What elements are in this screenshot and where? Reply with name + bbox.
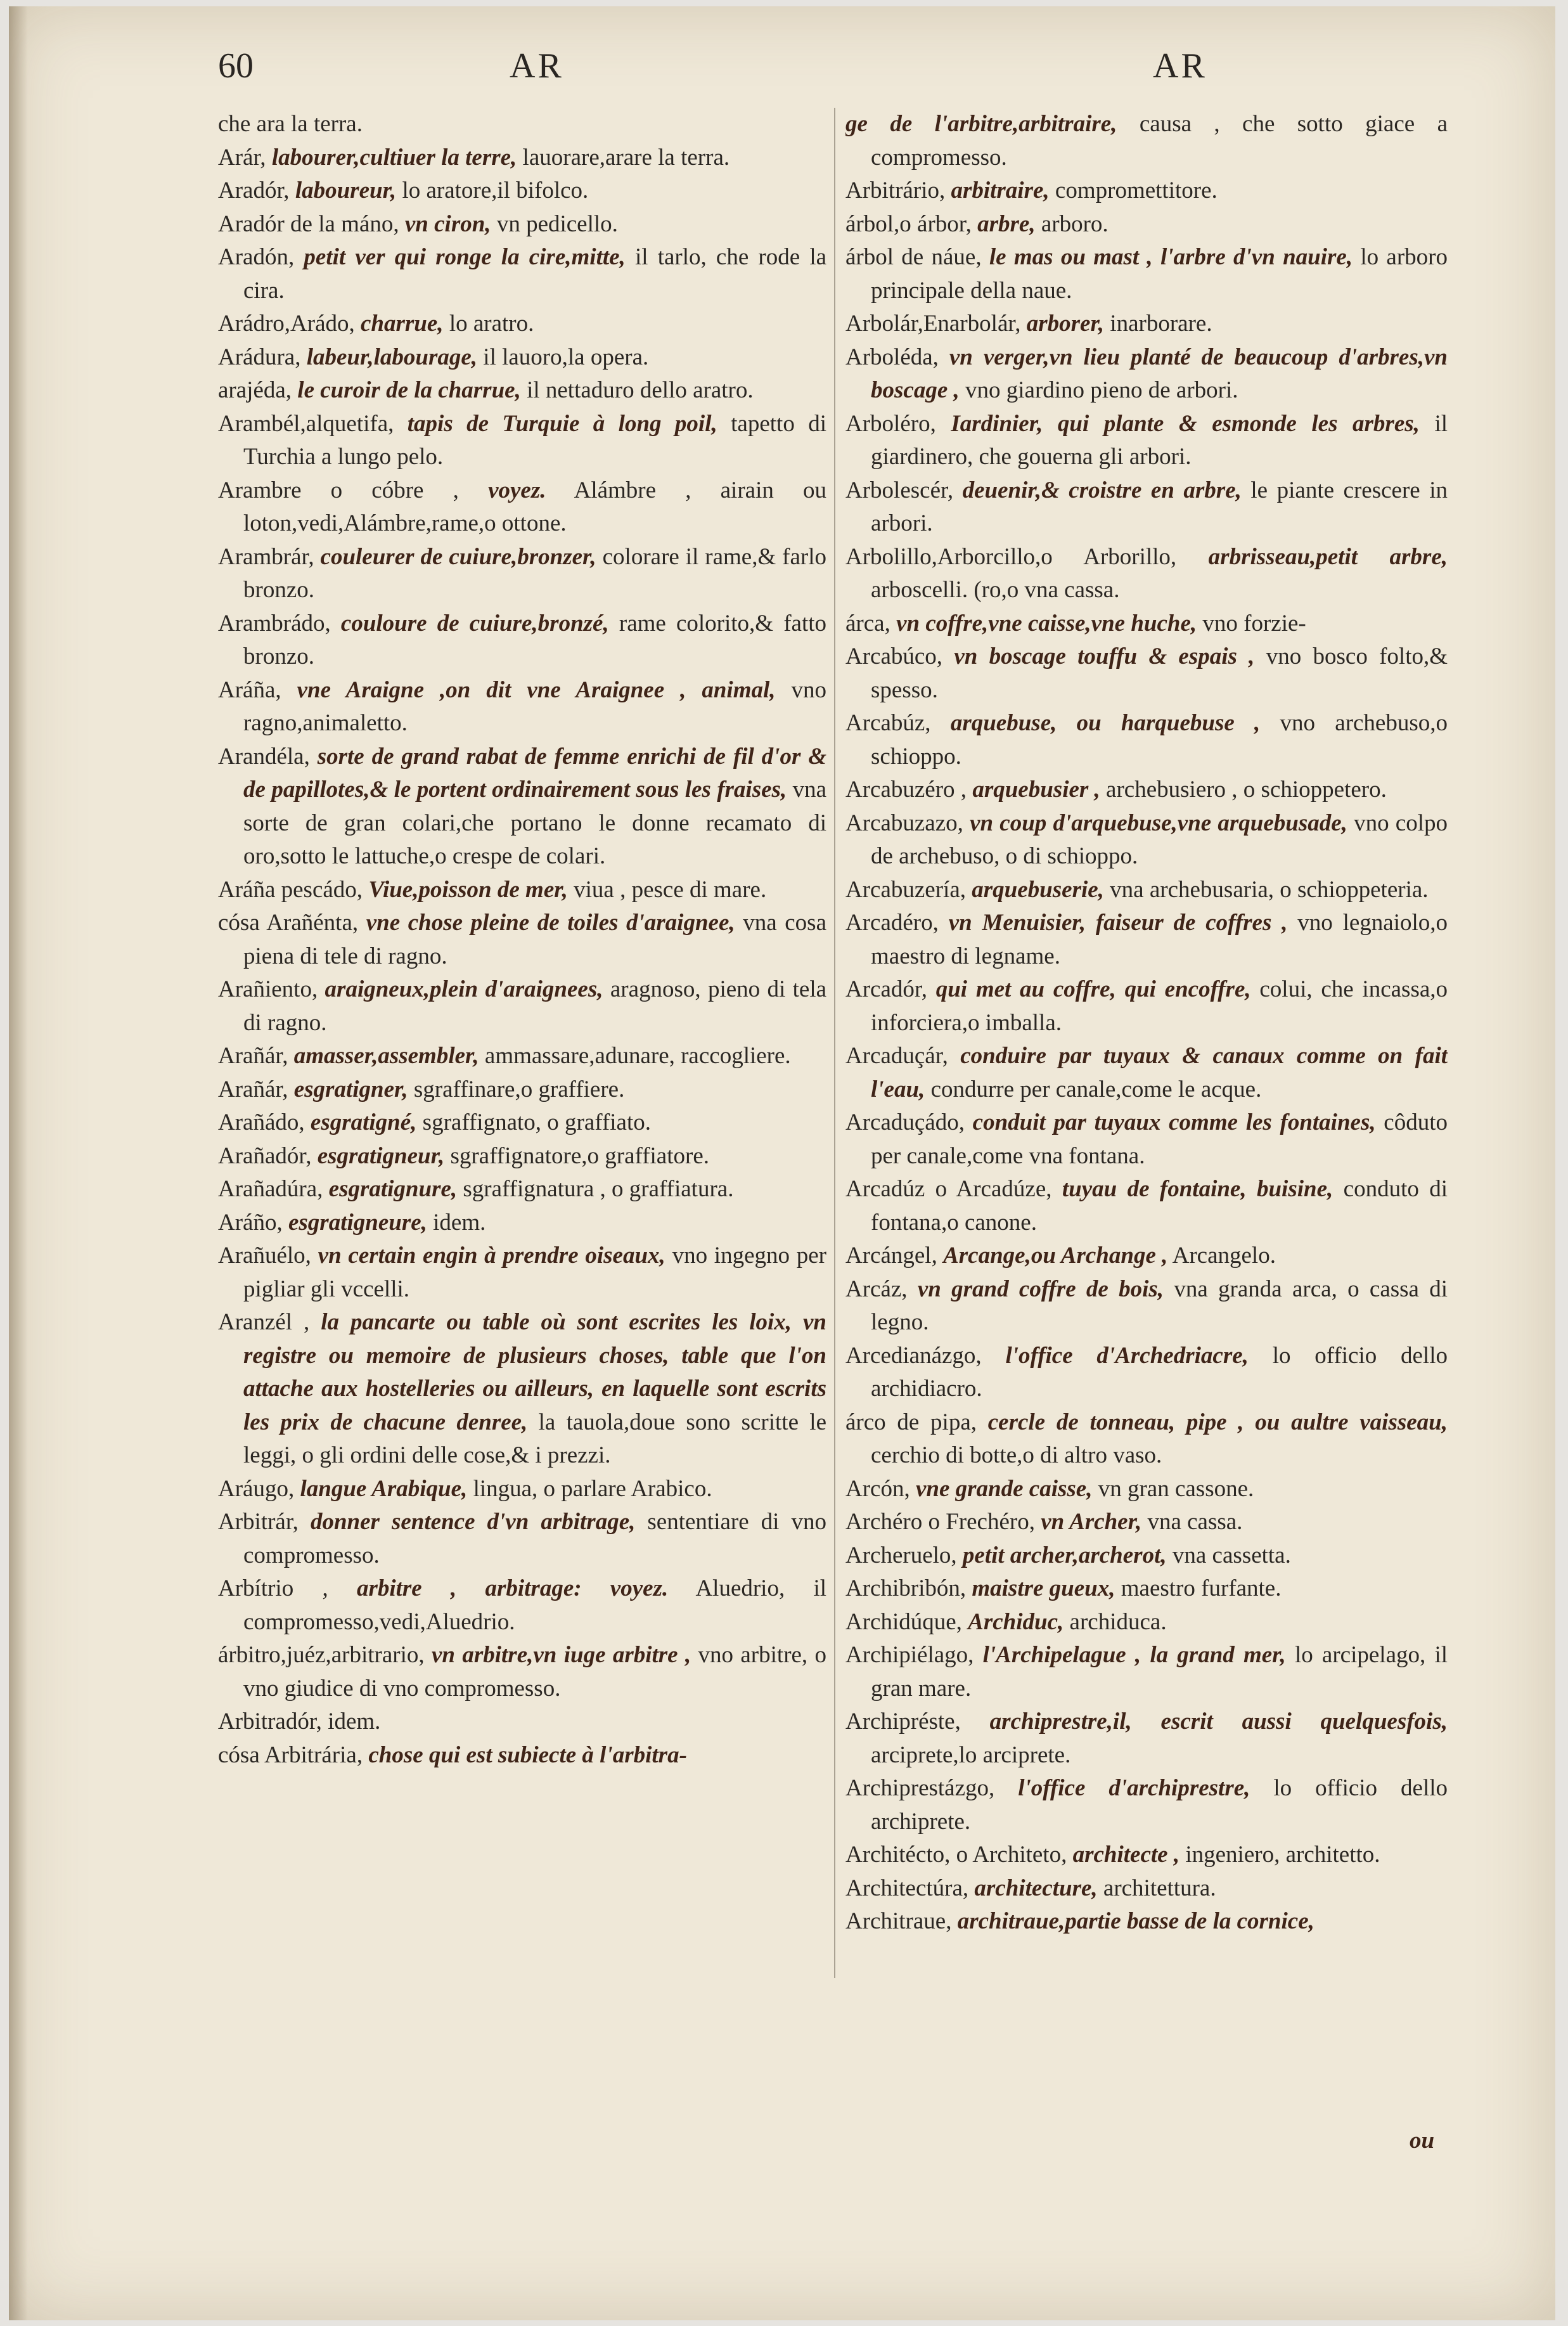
- dictionary-entry: [845, 1772, 1448, 1838]
- french-gloss: vn Archer,: [1041, 1509, 1142, 1535]
- running-header: [218, 46, 1536, 103]
- dictionary-entry: [218, 1639, 826, 1705]
- left-column: [218, 108, 826, 2200]
- french-gloss: vn grand coffre de bois,: [917, 1276, 1164, 1302]
- french-gloss: esgratigner,: [293, 1076, 408, 1102]
- headword: Archibribón,: [845, 1575, 967, 1601]
- headword: Arádro,Arádo,: [218, 311, 355, 337]
- dictionary-entry: [218, 973, 826, 1040]
- italian-gloss: vno legnaiolo,o maestro di legname.: [871, 910, 1448, 969]
- dictionary-entry: [218, 241, 826, 307]
- italian-gloss: il nettaduro dello aratro.: [527, 377, 754, 403]
- dictionary-entry: [845, 307, 1448, 341]
- italian-gloss: vna sorte de gran colari,che portano le donne recamato di oro,sotto le lattuche,o crespe de colari.: [243, 777, 826, 869]
- headword: Archipiélago,: [845, 1642, 974, 1668]
- french-gloss: conduit par tuyaux comme les fontaines,: [972, 1109, 1376, 1135]
- italian-gloss: vna cassa.: [1147, 1509, 1243, 1535]
- headword: árbol,o árbor,: [845, 210, 972, 237]
- headword: Aradór,: [218, 178, 290, 204]
- italian-gloss: aragnoso, pieno di tela di ragno.: [243, 976, 826, 1036]
- headword: Arcadúz o Arcadúze,: [845, 1176, 1052, 1202]
- italian-gloss: archebusiero , o schioppetero.: [1106, 777, 1387, 803]
- french-gloss: araigneux,plein d'araignees,: [325, 976, 603, 1002]
- dictionary-entry: [218, 1705, 826, 1739]
- italian-gloss: lo officio dello archiprete.: [871, 1775, 1448, 1835]
- headword: Arambrár,: [218, 543, 314, 570]
- dictionary-entry: [845, 474, 1448, 541]
- dictionary-entry: [845, 1040, 1448, 1106]
- headword: Arcáz,: [845, 1276, 908, 1302]
- italian-gloss: architettura.: [1103, 1875, 1216, 1901]
- french-gloss: vn coup d'arquebuse,vne arquebusade,: [970, 810, 1347, 836]
- headword: Aráño,: [218, 1209, 283, 1236]
- italian-gloss: vna archebusaria, o schioppeteria.: [1110, 876, 1429, 903]
- french-gloss: petit ver qui ronge la cire,mitte,: [304, 244, 626, 270]
- headword: Arcaduçádo,: [845, 1109, 965, 1135]
- french-gloss: tuyau de fontaine, buisine,: [1062, 1176, 1333, 1202]
- french-gloss: arbitre , arbitrage: voyez.: [356, 1575, 669, 1601]
- headword: Arambre o cóbre ,: [218, 477, 459, 503]
- french-gloss: vn ciron,: [404, 210, 491, 237]
- italian-gloss: le piante crescere in arbori.: [871, 477, 1448, 536]
- french-gloss: le mas ou mast , l'arbre d'vn nauire,: [989, 244, 1353, 270]
- dictionary-entry: [218, 1239, 826, 1306]
- dictionary-entry: [845, 541, 1448, 607]
- italian-gloss: côduto per canale,come vna fontana.: [871, 1109, 1448, 1169]
- french-gloss: petit archer,archerot,: [962, 1542, 1167, 1568]
- dictionary-entry: [845, 1838, 1448, 1872]
- italian-gloss: ammassare,adunare, raccogliere.: [484, 1043, 791, 1069]
- italian-gloss: vno colpo de archebuso, o di schioppo.: [871, 810, 1448, 869]
- italian-gloss: vno archebuso,o schioppo.: [871, 710, 1448, 770]
- french-gloss: vn certain engin à prendre oiseaux,: [318, 1243, 665, 1269]
- dictionary-page: [9, 6, 1555, 2320]
- french-gloss: arquebusier ,: [972, 777, 1100, 803]
- french-gloss: la pancarte ou table où sont escrites les loix, vn registre ou memoire de plusieurs choses, table que l'on attache aux hostelleries ou ailleurs, en laquelle sont escrits les prix de chacune denree,: [243, 1309, 826, 1435]
- italian-gloss: sgraffignatura , o graffiatura.: [463, 1176, 734, 1202]
- column-divider: [834, 108, 835, 1978]
- headword: Arañádo,: [218, 1109, 305, 1135]
- dictionary-entry: [845, 241, 1448, 307]
- dictionary-entry: [845, 174, 1448, 208]
- french-gloss: labeur,labourage,: [306, 344, 478, 370]
- dictionary-entry: [218, 1040, 826, 1073]
- french-gloss: langue Arabique,: [300, 1475, 468, 1502]
- french-gloss: le curoir de la charrue,: [297, 377, 521, 403]
- headword: Arcángel,: [845, 1243, 937, 1269]
- headword: Aradón,: [218, 244, 295, 270]
- french-gloss: voyez.: [488, 477, 546, 503]
- italian-gloss: arboro.: [1041, 210, 1109, 237]
- dictionary-entry: [218, 1140, 826, 1173]
- french-gloss: architecte ,: [1072, 1842, 1180, 1868]
- italian-gloss: arboscelli. (ro,o vna cassa.: [871, 577, 1120, 603]
- french-gloss: l'office d'archiprestre,: [1018, 1775, 1250, 1801]
- italian-gloss: vn pedicello.: [496, 210, 618, 237]
- french-gloss: deuenir,& croistre en arbre,: [962, 477, 1242, 503]
- italian-gloss: inarborare.: [1110, 311, 1212, 337]
- dictionary-entry: [845, 1340, 1448, 1406]
- french-gloss: architecture,: [974, 1875, 1098, 1901]
- dictionary-entry: [845, 907, 1448, 973]
- dictionary-entry: [845, 640, 1448, 707]
- dictionary-entry: [845, 1106, 1448, 1173]
- headword: Arbolescér,: [845, 477, 954, 503]
- dictionary-entry: [218, 874, 826, 907]
- french-gloss: arbre,: [977, 210, 1036, 237]
- french-gloss: tapis de Turquie à long poil,: [407, 410, 717, 437]
- headword: Arañiento,: [218, 976, 318, 1002]
- headword: árbol de náue,: [845, 244, 982, 270]
- dictionary-entry: [218, 341, 826, 375]
- dictionary-entry: [845, 208, 1448, 242]
- headword: Arañadúra,: [218, 1176, 323, 1202]
- headword: Architécto, o Architeto,: [845, 1842, 1067, 1868]
- headword: Archiprestázgo,: [845, 1775, 995, 1801]
- headword: Arbitrár,: [218, 1509, 299, 1535]
- italian-gloss: sgraffinare,o graffiere.: [413, 1076, 625, 1102]
- headword: Aráña pescádo,: [218, 876, 363, 903]
- italian-gloss: arciprete,lo arciprete.: [871, 1741, 1071, 1768]
- french-gloss: archiprestre,il, escrit aussi quelquesfois,: [989, 1709, 1448, 1735]
- dictionary-entry: [218, 108, 826, 141]
- french-gloss: esgratignure,: [328, 1176, 458, 1202]
- dictionary-entry: [845, 707, 1448, 773]
- french-gloss: Arcange,ou Archange ,: [943, 1243, 1168, 1269]
- headword: Arcabúz,: [845, 710, 931, 736]
- dictionary-entry: [845, 1406, 1448, 1473]
- french-gloss: vn verger,vn lieu planté de beaucoup d'arbres,vn boscage ,: [871, 344, 1448, 403]
- page-binding-shadow: [9, 6, 28, 2320]
- french-gloss: vn arbitre,vn iuge arbitre ,: [432, 1642, 691, 1668]
- italian-gloss: ingeniero, architetto.: [1185, 1842, 1380, 1868]
- italian-gloss: il lauoro,la opera.: [483, 344, 649, 370]
- headword: Arcaduçár,: [845, 1043, 948, 1069]
- headword: Architectúra,: [845, 1875, 969, 1901]
- headword: Archéro o Frechéro,: [845, 1509, 1035, 1535]
- french-gloss: couloure de cuiure,bronzé,: [340, 610, 609, 636]
- italian-gloss: lo arboro principale della naue.: [871, 244, 1448, 304]
- italian-gloss: conduto di fontana,o canone.: [871, 1176, 1448, 1236]
- headword: Arbítrio ,: [218, 1575, 328, 1601]
- italian-gloss: condurre per canale,come le acque.: [930, 1076, 1262, 1102]
- dictionary-entry: [218, 674, 826, 740]
- dictionary-entry: [845, 1639, 1448, 1705]
- right-column: [845, 108, 1448, 2200]
- italian-gloss: vno bosco folto,& spesso.: [871, 643, 1448, 703]
- dictionary-entry: [845, 108, 1448, 174]
- dictionary-entry: [845, 1705, 1448, 1772]
- italian-gloss: il giardinero, che gouerna gli arbori.: [871, 410, 1448, 470]
- italian-gloss: lo aratro.: [449, 311, 534, 337]
- italian-gloss: idem.: [328, 1709, 381, 1735]
- italian-gloss: lo aratore,il bifolco.: [402, 178, 589, 204]
- dictionary-entry: [845, 1473, 1448, 1506]
- dictionary-entry: [845, 408, 1448, 474]
- headword: Aráña,: [218, 676, 281, 703]
- dictionary-entry: [845, 973, 1448, 1040]
- dictionary-entry: [845, 1173, 1448, 1239]
- italian-gloss: il tarlo, che rode la cira.: [243, 244, 826, 304]
- headword: Arcabúco,: [845, 643, 943, 669]
- dictionary-entry: [845, 874, 1448, 907]
- french-gloss: arbitraire,: [951, 178, 1050, 204]
- headword: cósa Arbitrária,: [218, 1741, 363, 1768]
- headword: Archidúque,: [845, 1608, 962, 1635]
- dictionary-entry: [218, 1106, 826, 1140]
- french-gloss: couleurer de cuiure,bronzer,: [320, 543, 596, 570]
- dictionary-entry: [218, 1206, 826, 1240]
- dictionary-entry: [845, 1239, 1448, 1273]
- italian-gloss: maestro furfante.: [1121, 1575, 1282, 1601]
- italian-gloss: lo officio dello archidiacro.: [871, 1342, 1448, 1402]
- headword: Archeruelo,: [845, 1542, 957, 1568]
- italian-gloss: Arcangelo.: [1172, 1243, 1276, 1269]
- headword: arajéda,: [218, 377, 292, 403]
- french-gloss: l'Archipelague , la grand mer,: [982, 1642, 1286, 1668]
- italian-gloss: che ara la terra.: [218, 111, 363, 137]
- headword: Aradór de la máno,: [218, 210, 399, 237]
- dictionary-entry: [218, 1506, 826, 1572]
- french-gloss: arborer,: [1026, 311, 1105, 337]
- italian-gloss: cerchio di botte,o di altro vaso.: [871, 1442, 1162, 1468]
- headword: Arbolillo,Arborcillo,o Arborillo,: [845, 543, 1177, 570]
- dictionary-entry: [845, 1506, 1448, 1539]
- dictionary-entry: [218, 1173, 826, 1206]
- headword: Arañár,: [218, 1043, 288, 1069]
- headword: Arañadór,: [218, 1142, 312, 1169]
- dictionary-entry: [218, 141, 826, 175]
- french-gloss: esgratigné,: [310, 1109, 417, 1135]
- italian-gloss: sententiare di vno compromesso.: [243, 1509, 826, 1568]
- french-gloss: vne grande caisse,: [915, 1475, 1093, 1502]
- dictionary-entry: [218, 474, 826, 541]
- french-gloss: vne chose pleine de toiles d'araignee,: [366, 910, 735, 936]
- french-gloss: sorte de grand rabat de femme enrichi de fil d'or & de papillotes,& le portent ordinairement sous les fraises,: [243, 743, 826, 803]
- headword: Arambél,alquetifa,: [218, 410, 394, 437]
- dictionary-entry: [845, 607, 1448, 641]
- french-gloss: arquebuse, ou harquebuse ,: [950, 710, 1261, 736]
- italian-gloss: vna cosa piena di tele di ragno.: [243, 910, 826, 969]
- italian-gloss: rame colorito,& fatto bronzo.: [243, 610, 826, 669]
- dictionary-entry: [845, 1539, 1448, 1573]
- italian-gloss: lingua, o parlare Arabico.: [473, 1475, 712, 1502]
- italian-gloss: causa , che sotto giace a compromesso.: [871, 111, 1448, 171]
- italian-gloss: idem.: [433, 1209, 486, 1236]
- italian-gloss: compromettitore.: [1055, 178, 1218, 204]
- italian-gloss: vn gran cassone.: [1098, 1475, 1254, 1502]
- right-running-head: AR: [1153, 46, 1207, 86]
- headword: Aráugo,: [218, 1475, 295, 1502]
- headword: Arcón,: [845, 1475, 910, 1502]
- headword: Arcabuzéro ,: [845, 777, 967, 803]
- french-gloss: Viue,poisson de mer,: [368, 876, 568, 903]
- headword: Arañár,: [218, 1076, 288, 1102]
- italian-gloss: Aluedrio, il compromesso,vedi,Aluedrio.: [243, 1575, 826, 1635]
- dictionary-entry: [218, 374, 826, 408]
- dictionary-entry: [218, 1572, 826, 1639]
- headword: Arár,: [218, 144, 266, 171]
- dictionary-entry: [845, 1572, 1448, 1606]
- italian-gloss: colui, che incassa,o inforciera,o imballa.: [871, 976, 1448, 1036]
- headword: Arboléda,: [845, 344, 939, 370]
- page-number: 60: [218, 46, 254, 86]
- french-gloss: Iardinier, qui plante & esmonde les arbres,: [951, 410, 1420, 437]
- italian-gloss: viua , pesce di mare.: [574, 876, 767, 903]
- headword: Arcedianázgo,: [845, 1342, 982, 1369]
- french-gloss: maistre gueux,: [972, 1575, 1115, 1601]
- french-gloss: architraue,partie basse de la cornice,: [957, 1908, 1314, 1934]
- dictionary-entry: [218, 1073, 826, 1107]
- italian-gloss: vno forzie-: [1202, 610, 1306, 636]
- headword: Arbolár,Enarbolár,: [845, 311, 1021, 337]
- french-gloss: chose qui est subiecte à l'arbitra-: [368, 1741, 687, 1768]
- italian-gloss: sgraffignato, o graffiato.: [422, 1109, 651, 1135]
- italian-gloss: vno giardino pieno de arbori.: [965, 377, 1238, 403]
- italian-gloss: colorare il rame,& farlo bronzo.: [243, 543, 826, 603]
- italian-gloss: lo arcipelago, il gran mare.: [871, 1642, 1448, 1702]
- dictionary-entry: [845, 807, 1448, 874]
- headword: Arcadéro,: [845, 910, 939, 936]
- italian-gloss: Alámbre , airain ou loton,vedi,Alámbre,rame,o ottone.: [243, 477, 826, 536]
- headword: Arbitradór,: [218, 1709, 322, 1735]
- italian-gloss: vna granda arca, o cassa di legno.: [871, 1276, 1448, 1335]
- french-gloss: l'office d'Archedriacre,: [1005, 1342, 1249, 1369]
- french-gloss: vn Menuisier, faiseur de coffres ,: [948, 910, 1288, 936]
- dictionary-entry: [218, 1306, 826, 1473]
- french-gloss: vne Araigne ,on dit vne Araignee , animal,: [297, 676, 776, 703]
- headword: Arbitrário,: [845, 178, 946, 204]
- dictionary-entry: [845, 1606, 1448, 1639]
- dictionary-entry: [845, 1872, 1448, 1906]
- dictionary-entry: [218, 740, 826, 874]
- french-gloss: qui met au coffre, qui encoffre,: [935, 976, 1251, 1002]
- italian-gloss: vno arbitre, o vno giudice di vno compromesso.: [243, 1642, 826, 1702]
- italian-gloss: tapetto di Turchia a lungo pelo.: [243, 410, 826, 470]
- french-gloss: vn boscage touffu & espais ,: [954, 643, 1255, 669]
- headword: Arádura,: [218, 344, 301, 370]
- headword: Arambrádo,: [218, 610, 331, 636]
- french-gloss: arbrisseau,petit arbre,: [1208, 543, 1448, 570]
- italian-gloss: vna cassetta.: [1172, 1542, 1291, 1568]
- headword: árbitro,juéz,arbitrario,: [218, 1642, 425, 1668]
- french-gloss: conduire par tuyaux & canaux comme on fait l'eau,: [871, 1043, 1448, 1102]
- headword: Arboléro,: [845, 410, 936, 437]
- french-gloss: vn coffre,vne caisse,vne huche,: [896, 610, 1197, 636]
- italian-gloss: sgraffignatore,o graffiatore.: [450, 1142, 709, 1169]
- italian-gloss: vno ragno,animaletto.: [243, 676, 826, 736]
- dictionary-entry: [218, 907, 826, 973]
- dictionary-entry: [218, 408, 826, 474]
- headword: cósa Arañénta,: [218, 910, 359, 936]
- headword: Arcadór,: [845, 976, 927, 1002]
- headword: Arañuélo,: [218, 1243, 311, 1269]
- french-gloss: donner sentence d'vn arbitrage,: [310, 1509, 636, 1535]
- dictionary-entry: [218, 541, 826, 607]
- headword: árca,: [845, 610, 890, 636]
- headword: Arandéla,: [218, 743, 310, 770]
- headword: Architraue,: [845, 1908, 952, 1934]
- dictionary-entry: [845, 341, 1448, 408]
- dictionary-entry: [218, 1473, 826, 1506]
- french-gloss: arquebuserie,: [972, 876, 1104, 903]
- headword: Aranzél ,: [218, 1309, 310, 1335]
- french-gloss: esgratigneure,: [288, 1209, 427, 1236]
- dictionary-entry: [218, 607, 826, 674]
- french-gloss: laboureur,: [295, 178, 397, 204]
- dictionary-entry: [218, 174, 826, 208]
- dictionary-entry: [218, 208, 826, 242]
- headword: Arcabuzazo,: [845, 810, 963, 836]
- italian-gloss: vno ingegno per pigliar gli vccelli.: [243, 1243, 826, 1302]
- french-gloss: cercle de tonneau, pipe , ou aultre vaisseau,: [987, 1409, 1448, 1435]
- french-gloss: esgratigneur,: [317, 1142, 445, 1169]
- italian-gloss: la tauola,doue sono scritte le leggi, o gli ordini delle cose,& i prezzi.: [243, 1409, 826, 1468]
- french-gloss: labourer,cultiuer la terre,: [271, 144, 517, 171]
- headword: Arcabuzería,: [845, 876, 967, 903]
- french-gloss: Archiduc,: [968, 1608, 1064, 1635]
- headword: árco de pipa,: [845, 1409, 977, 1435]
- headword: Archipréste,: [845, 1709, 961, 1735]
- dictionary-entry: [845, 1273, 1448, 1340]
- italian-gloss: archiduca.: [1069, 1608, 1167, 1635]
- dictionary-entry: [218, 1739, 826, 1773]
- dictionary-entry: [845, 773, 1448, 807]
- french-gloss: ge de l'arbitre,arbitraire,: [845, 111, 1117, 137]
- french-gloss: charrue,: [361, 311, 444, 337]
- catchword: ou: [1410, 2128, 1435, 2154]
- left-running-head: AR: [510, 46, 564, 86]
- dictionary-entry: [845, 1905, 1448, 1939]
- french-gloss: amasser,assembler,: [293, 1043, 479, 1069]
- italian-gloss: lauorare,arare la terra.: [522, 144, 730, 171]
- dictionary-entry: [218, 307, 826, 341]
